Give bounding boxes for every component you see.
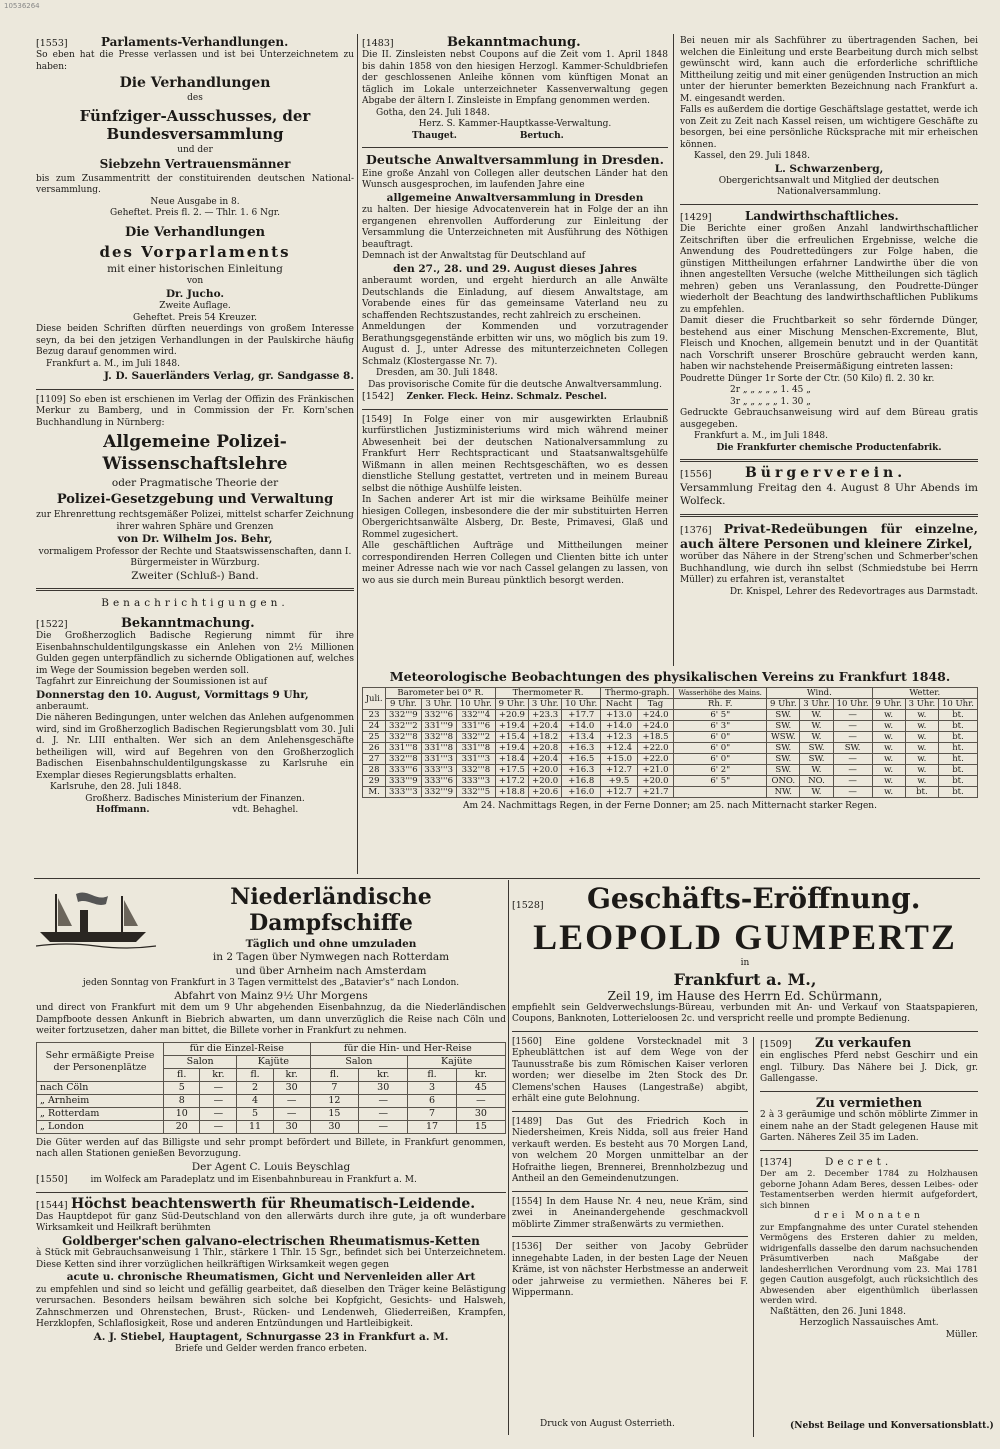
opening-title: Geschäfts-Eröffnung. [586, 882, 921, 915]
table-cell: bt. [905, 787, 938, 798]
lower-left-block [36, 882, 506, 1437]
supplement-note: (Nebst Beilage und Konversationsblatt.) [790, 1421, 994, 1431]
divider [680, 514, 978, 517]
destination-cell: „ Rotterdam [37, 1107, 164, 1120]
table-cell: 331'''6 [456, 721, 495, 732]
fare-table: Sehr ermäßigte Preise der Personenplätze für die Einzel-Reise für die Hin- und Her-Reise Salon Kajüte Salon Kajüte fl. kr. fl. kr. fl. kr. fl. kr. nach Cöln 5 — 2 30 7 30 3 45 „ Arnheim 8 — 4 — 12 — 6 — „ Rotterdam 10 — 5 — 15 — 7 30 „ London 20 — 11 30 30 — 17 15 [36, 1042, 506, 1134]
table-cell: SW. [767, 765, 800, 776]
fare-cell: 15 [310, 1107, 359, 1120]
lower-right-block [512, 882, 978, 1437]
table-cell: +17.5 [495, 765, 528, 776]
table-cell: +19.4 [495, 721, 528, 732]
currency-header: kr. [359, 1068, 408, 1081]
table-cell: 332'''8 [421, 732, 456, 743]
table-cell: W. [800, 732, 833, 743]
table-cell: w. [905, 743, 938, 754]
column-rule [673, 34, 674, 666]
table-cell: 333'''6 [386, 765, 421, 776]
table-row [363, 732, 978, 743]
table-cell [674, 787, 767, 798]
table-row [363, 787, 978, 798]
currency-header: kr. [200, 1068, 237, 1081]
weather-time-header: 3 Uhr. [905, 699, 938, 710]
table-cell: w. [905, 754, 938, 765]
ad-anwaltversammlung: Deutsche Anwaltversammlung in Dresden. Eine große Anzahl von Collegen aller deutschen Länder hat den Wunsch ausgesprochen, im laufenden Jahre eine allgemeine Anwaltversammlung in Dresden zu halten. Der hiesige Advocatenverein hat in Folge der an ihn ergangenen ehrenvollen Aufforderung zur Einleitung der Versammlung die Unterzeichneten mit Ausführung des Nöthigen beauftragt. Demnach ist der Anwaltstag für Deutschland auf den 27., 28. und 29. August dieses Jahres anberaumt worden, und ergeht hierdurch an alle Anwälte Deutschlands die Einladung, auf diesem Anwaltstage, am Vorabende eines für das gemeinsame Vaterland neu zu schaffenden Rechtszustandes, recht zahlreich zu erscheinen. Anmeldungen der Kommenden und vorzutragender Berathungsgegenstände erbitten wir uns, wo möglich bis zum 19. August d. J., unter Adresse des mitunterzeichneten Collegen Schmalz (Klostergasse Nr. 7). Dresden, am 30. Juli 1848. Das provisorische Comite für die deutsche Anwaltversammlung. [1542] Zenker. Fleck. Heinz. Schmalz. Peschel. [362, 152, 668, 403]
table-cell: 332'''6 [421, 710, 456, 721]
fare-cell: — [359, 1120, 408, 1133]
table-cell: W. [800, 710, 833, 721]
ad-dampfschiffe: Niederländische Dampfschiffe Täglich und ohne umzuladen in 2 Tagen über Nymwegen nach Rotterdam und über Arnheim nach Amsterdam jeden Sonntag von Frankfurt in 3 Tagen vermittelst des „Batavier's“ nach London. Abfahrt von Mainz 9½ Uhr Morgens und direct von Frankfurt mit dem um 9 Uhr abgehenden Eisenbahnzug, da die Niederländischen Dampfboote dessen Ankunft in Biebrich abwarten, um dann unverzüglich die Reise nach Cöln und weiter fortzusetzen, daher man bittet, die Billete vorher in Frankfurt zu nehmen. Sehr ermäßigte Preise der Personenplätze für die Einzel-Reise für die Hin- und Her-Reise Salon Kajüte Salon Kajüte fl. kr. fl. kr. fl. kr. fl. kr. nach Cöln 5 — 2 30 7 30 3 45 „ Arnheim 8 — 4 — 12 — 6 — „ Rotterdam 10 — 5 — 15 — 7 30 „ London 20 — 11 30 30 — 17 15 Die Güter werden auf das Billigste und sehr prompt befördert und Billete, in Frankfurt genommen, nach allen Stationen genießen Bevorzugung. Der Agent C. Louis Beyschlag [1550] im Wolfeck am Paradeplatz und im Eisenbahnbureau in Frankfurt a. M. [36, 884, 506, 1186]
ad-1560: [1560] Eine goldene Vorstecknadel mit 3 Epheublättchen ist auf dem Wege von der Taunusstraße bis zum Römischen Kaiser verloren worden; wer dieselbe im 2ten Stock des Dr. Clemens'schen Hauses (Langestraße) abgibt, erhält eine gute Belohnung. [512, 1036, 748, 1105]
baro-time-header: 9 Uhr. [386, 699, 421, 710]
table-cell: 29 [363, 776, 386, 787]
fare-cell: 7 [408, 1107, 457, 1120]
fare-cell: 12 [310, 1094, 359, 1107]
table-cell: +12.4 [601, 743, 638, 754]
table-cell: w. [905, 732, 938, 743]
table-cell: 332'''2 [456, 732, 495, 743]
table-cell: W. [800, 787, 833, 798]
table-cell: w. [872, 754, 905, 765]
fare-cell: 30 [273, 1081, 310, 1094]
table-cell: WSW. [767, 732, 800, 743]
table-cell: w. [872, 710, 905, 721]
table-cell: bt. [938, 721, 977, 732]
fare-cell: 5 [237, 1107, 273, 1120]
wind-time-header: 3 Uhr. [800, 699, 833, 710]
table-cell: w. [872, 765, 905, 776]
currency-header: fl. [408, 1068, 457, 1081]
table-cell: 333'''3 [456, 776, 495, 787]
table-cell: bt. [938, 732, 977, 743]
table-cell: +18.5 [637, 732, 673, 743]
table-cell: ht. [938, 743, 977, 754]
table-cell: 332'''2 [386, 721, 421, 732]
table-cell: +17.2 [495, 776, 528, 787]
table-cell: +13.0 [601, 710, 638, 721]
table-cell: w. [872, 721, 905, 732]
table-cell: +16.5 [562, 754, 601, 765]
ad-1528-geschaeftseroeffnung: [1528] Geschäfts-Eröffnung. LEOPOLD GUMPERTZ in Frankfurt a. M., Zeil 19, im Hause des Herrn Ed. Schürmann, empfiehlt sein Geldverwechslungs-Büreau, verbunden mit An- und Verkauf von Staatspapieren, Coupons, Banknoten, Lotterieloosen 2c. und verspricht reelle und prompte Bedienung. [512, 882, 978, 1025]
table-cell: 332'''9 [421, 787, 456, 798]
ad-1554: [1554] In dem Hause Nr. 4 neu, neue Kräm, sind zwei in Aneinandergehende geschmackvoll möblirte Zimmer straßenwärts zu vermiethen. [512, 1196, 748, 1230]
table-cell: +12.7 [601, 765, 638, 776]
table-row [363, 776, 978, 787]
table-cell: +12.7 [601, 787, 638, 798]
table-cell: 6' 3" [674, 721, 767, 732]
section-rule [34, 878, 980, 879]
table-cell: +22.0 [637, 754, 673, 765]
thermograph-header: Tag [637, 699, 673, 710]
ad-1549: [1549] In Folge einer von mir ausgewirkten Erlaubniß kurfürstlichen Justizministeriums wird mich während meiner Abwesenheit bei der deutschen Nationalversammlung zu Frankfurt Herr Rechtspracticant und Staatsanwaltsgehülfe Wißmann in allen meinen Rechtsgeschäften, wo es dessen dienstliche Stellung gestattet, vertreten und in meinem Bureau selbst die nöthige Aushülfe leisten. In Sachen anderer Art ist mir die wirksame Beihülfe meiner hiesigen Collegen, insbesondere die der mir substituirten Herren Obergerichtsanwälte Alsberg, Dr. Beste, Primavesi, Glaß und Rommel zugesichert. Alle geschäftlichen Aufträge und Mittheilungen meiner correspondirenden Herren Collegen und Clienten bitte ich unter meiner Adresse nach wie vor nach Cassel gelangen zu lassen, von wo aus sie durch mein Bureau pünktlich besorgt werden. [362, 414, 668, 586]
divider [680, 204, 978, 205]
table-cell: w. [872, 743, 905, 754]
table-cell: w. [905, 710, 938, 721]
table-title: Meteorologische Beobachtungen des physikalischen Vereins zu Frankfurt 1848. [389, 669, 951, 684]
table-cell: +21.0 [637, 765, 673, 776]
steamship-icon [36, 888, 156, 950]
table-cell: +20.0 [637, 776, 673, 787]
table-cell: SW. [833, 743, 872, 754]
table-cell: 6' 5" [674, 776, 767, 787]
ad-title: Parlaments-Verhandlungen. [100, 36, 289, 49]
baro-time-header: 3 Uhr. [421, 699, 456, 710]
table-cell: 25 [363, 732, 386, 743]
table-cell: 331'''8 [386, 743, 421, 754]
table-cell: +18.4 [495, 754, 528, 765]
table-cell: 333'''3 [421, 765, 456, 776]
table-cell: +20.8 [529, 743, 562, 754]
table-cell: w. [872, 776, 905, 787]
table-cell: +15.0 [601, 754, 638, 765]
table-cell: +9.5 [601, 776, 638, 787]
table-cell: +15.4 [495, 732, 528, 743]
thermo-time-header: 9 Uhr. [495, 699, 528, 710]
table-cell: +18.2 [529, 732, 562, 743]
table-cell: +20.4 [529, 754, 562, 765]
table-cell: 331'''8 [456, 743, 495, 754]
table-cell: — [833, 765, 872, 776]
fare-cell: 6 [408, 1094, 457, 1107]
table-row [37, 1120, 506, 1133]
table-cell: +20.9 [495, 710, 528, 721]
table-cell: +14.0 [601, 721, 638, 732]
fare-cell: — [200, 1120, 237, 1133]
table-cell: SW. [800, 754, 833, 765]
table-cell: +16.0 [562, 787, 601, 798]
table-cell: 24 [363, 721, 386, 732]
divider [362, 147, 668, 148]
fare-cell: — [200, 1081, 237, 1094]
table-cell: +17.7 [562, 710, 601, 721]
table-cell: +21.7 [637, 787, 673, 798]
ad-1109: [1109] So eben ist erschienen im Verlag der Offizin des Fränkischen Merkur zu Bamberg, und in Commission der Fr. Korn'schen Buchhandlung in Nürnberg: Allgemeine Polizei-Wissenschaftslehre oder Pragmatische Theorie der Polizei-Gesetzgebung und Verwaltung zur Ehrenrettung rechtsgemäßer Polizei, mittelst scharfer Zeichnung ihrer wahren Sphäre und Grenzen von Dr. Wilhelm Jos. Behr, vormaligem Professor der Rechte und Staatswissenschaften, dann I. Bürgermeister in Würzburg. Zweiter (Schluß-) Band. [36, 394, 354, 582]
thermo-time-header: 10 Uhr. [562, 699, 601, 710]
small-ads-left [512, 1037, 748, 1300]
fare-cell: 10 [164, 1107, 200, 1120]
table-cell: +18.8 [495, 787, 528, 798]
table-cell: SW. [767, 743, 800, 754]
destination-cell: nach Cöln [37, 1081, 164, 1094]
fare-cell: 15 [456, 1120, 505, 1133]
thermo-time-header: 3 Uhr. [529, 699, 562, 710]
table-cell: — [833, 787, 872, 798]
table-cell: 332'''8 [386, 732, 421, 743]
table-cell: +24.0 [637, 721, 673, 732]
divider [362, 409, 668, 410]
table-row [363, 754, 978, 765]
table-cell: SW. [767, 710, 800, 721]
table-cell: 332'''4 [456, 710, 495, 721]
table-note: Am 24. Nachmittags Regen, in der Ferne Donner; am 25. nach Mitternacht starker Regen. [463, 801, 877, 812]
table-cell: 6' 2" [674, 765, 767, 776]
table-cell: — [833, 732, 872, 743]
currency-header: fl. [164, 1068, 200, 1081]
table-cell: bt. [938, 765, 977, 776]
table-row [363, 765, 978, 776]
destination-cell: „ London [37, 1120, 164, 1133]
table-cell: ONO. [767, 776, 800, 787]
table-cell: 6' 0" [674, 732, 767, 743]
fare-cell: 5 [164, 1081, 200, 1094]
firm-name: LEOPOLD GUMPERTZ [533, 917, 957, 957]
archive-stamp: 10536264 [4, 2, 40, 10]
ad-1536: [1536] Der seither von Jacoby Gebrüder innegehabte Laden, in der besten Lage der Neuen Kräme, ist von nächster Herbstmesse an anderweit oder jahrweise zu vermiethen. Näheres bei F. Wippermann. [512, 1242, 748, 1299]
column-rule [357, 34, 358, 874]
table-cell: — [833, 710, 872, 721]
table-cell: bt. [938, 776, 977, 787]
table-cell: +22.0 [637, 743, 673, 754]
currency-header: fl. [310, 1068, 359, 1081]
table-cell: 331'''3 [456, 754, 495, 765]
fare-cell: — [200, 1094, 237, 1107]
table-cell: +20.4 [529, 721, 562, 732]
currency-header: fl. [237, 1068, 273, 1081]
table-cell: W. [800, 721, 833, 732]
table-cell: ht. [938, 754, 977, 765]
fare-cell: 3 [408, 1081, 457, 1094]
table-row [363, 710, 978, 721]
table-cell: — [833, 776, 872, 787]
table-cell: — [833, 754, 872, 765]
table-row [363, 743, 978, 754]
table-cell: 6' 0" [674, 743, 767, 754]
table-cell: +20.6 [529, 787, 562, 798]
fare-cell: — [273, 1094, 310, 1107]
fare-cell: 11 [237, 1120, 273, 1133]
table-cell: 332'''8 [386, 754, 421, 765]
table-cell: 27 [363, 754, 386, 765]
fare-cell: 20 [164, 1120, 200, 1133]
meteorological-table-block [362, 668, 978, 878]
column-rule [508, 880, 509, 1435]
table-cell: w. [872, 787, 905, 798]
table-cell: +20.0 [529, 765, 562, 776]
table-cell: 331'''9 [421, 721, 456, 732]
table-cell: +23.3 [529, 710, 562, 721]
table-cell: 332'''5 [456, 787, 495, 798]
table-cell: +13.4 [562, 732, 601, 743]
ad-1376: [1376] Privat-Redeübungen für einzelne, auch ältere Personen und kleinere Zirkel, worüber das Nähere in der Streng'schen und Schmerber'schen Buchhandlung, wie durch ihn selbst (Schmiedstube bei Herrn Müller) zu erfahren ist, veranstaltet Dr. Knispel, Lehrer des Redevortrages aus Darmstadt. [680, 520, 978, 597]
table-cell: NW. [767, 787, 800, 798]
thermograph-header: Nacht [601, 699, 638, 710]
fare-cell: 30 [456, 1107, 505, 1120]
table-cell: 6' 5" [674, 710, 767, 721]
ad-schwarzenberg: Bei neuen mir als Sachführer zu übertragenden Sachen, bei welchen die Einleitung und erste Bearbeitung durch mich selbst gewünscht wird, kann auch die erforderliche schriftliche Mittheilung zeitig und mit einer genügenden Instruction an mich unter der hierunter bemerkten Bezeichnung nach Frankfurt a. M. eingesandt werden. Falls es außerdem die dortige Geschäftslage gestattet, werde ich von Zeit zu Zeit nach Kassel reisen, um wichtigere Geschäfte zu besorgen, bei eine persönliche Rücksprache mit mir erheischen können. Kassel, den 29. Juli 1848. L. Schwarzenberg, Obergerichtsanwalt und Mitglied der deutschen Nationalversammlung. [680, 36, 978, 198]
ad-1429: [1429] Landwirthschaftliches. Die Berichte einer großen Anzahl landwirthschaftlicher Zeitschriften über die erfreulichen Ergebnisse, welche die Anwendung des Poudrettedüngers zur Folge haben, die günstigen Mittheilungen erfahrner Landwirthe über die von ihnen angestellten Versuche (welche Mittheilungen sich täglich mehren) geben uns Veranlassung, den Poudrette-Dünger wiederholt der Beachtung des landwirthschaftlichen Publikums zu empfehlen. Damit dieser die Fruchtbarkeit so sehr fördernde Dünger, bestehend aus einer Mischung Menschen-Excremente, Blut, Fleisch und Knochen, allgemein benutzt und in der Quantität nach Vorschrift unserer Broschüre gebraucht werden kann, haben wir nachstehende Preisermäßigung eintreten lassen: Poudrette Dünger 1r Sorte der Ctr. (50 Kilo) fl. 2. 30 kr. 2r „ „ „ „ „ 1. 45 „ 3r „ „ „ „ „ 1. 30 „ Gedruckte Gebrauchsanweisung wird auf dem Büreau gratis ausgegeben. Frankfurt a. M., im Juli 1848. Die Frankfurter chemische Productenfabrik. [680, 208, 978, 453]
table-cell: w. [905, 776, 938, 787]
fare-cell: 2 [237, 1081, 273, 1094]
fare-cell: 8 [164, 1094, 200, 1107]
weather-time-header: 9 Uhr. [872, 699, 905, 710]
table-cell: +14.0 [562, 721, 601, 732]
printer-credit: Druck von August Osterrieth. [540, 1419, 675, 1429]
table-cell: +12.3 [601, 732, 638, 743]
table-cell: 333'''9 [386, 776, 421, 787]
fare-cell: 4 [237, 1094, 273, 1107]
fare-cell: 30 [310, 1120, 359, 1133]
table-cell: +20.0 [529, 776, 562, 787]
table-cell: +16.3 [562, 765, 601, 776]
currency-header: kr. [273, 1068, 310, 1081]
table-cell: +24.0 [637, 710, 673, 721]
fare-cell: — [359, 1107, 408, 1120]
fare-cell: 30 [359, 1081, 408, 1094]
weather-time-header: 10 Uhr. [938, 699, 977, 710]
ad-1553: [1553] Parlaments-Verhandlungen. So eben hat die Presse verlassen und ist bei Unterzeichnetem zu haben: Die Verhandlungen des Fünfziger-Ausschusses, der Bundesversammlung und der Siebzehn Vertrauensmänner bis zum Zusammentritt der constituirenden deutschen National-versammlung. Neue Ausgabe in 8. Geheftet. Preis fl. 2. — Thlr. 1. 6 Ngr. Die Verhandlungen des Vorparlaments mit einer historischen Einleitung von Dr. Jucho. Zweite Auflage. Geheftet. Preis 54 Kreuzer. Diese beiden Schriften dürften neuerdings von großem Interesse seyn, da bei den jetzigen Verhandlungen in der Paulskirche häufig Bezug darauf genommen wird. Frankfurt a. M., im Juli 1848. J. D. Sauerländers Verlag, gr. Sandgasse 8. [36, 36, 354, 383]
currency-header: kr. [456, 1068, 505, 1081]
fare-cell: 30 [273, 1120, 310, 1133]
table-cell: SW. [800, 743, 833, 754]
divider [680, 459, 978, 462]
table-cell: +16.8 [562, 776, 601, 787]
table-cell: +16.3 [562, 743, 601, 754]
table-cell: SW. [767, 754, 800, 765]
water-level-header: Rh. F. [674, 699, 767, 710]
table-cell: NO. [800, 776, 833, 787]
fare-cell: 17 [408, 1120, 457, 1133]
table-cell: 333'''3 [386, 787, 421, 798]
table-row [37, 1107, 506, 1120]
table-cell: 332'''8 [456, 765, 495, 776]
table-cell: 333'''6 [421, 776, 456, 787]
column-1 [36, 36, 354, 874]
fare-cell: — [273, 1107, 310, 1120]
table-cell: 23 [363, 710, 386, 721]
table-row [363, 721, 978, 732]
divider [36, 588, 354, 591]
dampf-title: Niederländische Dampfschiffe [230, 884, 432, 936]
table-cell: SW. [767, 721, 800, 732]
table-cell: 332'''9 [386, 710, 421, 721]
table-cell: W. [800, 765, 833, 776]
ad-1489: [1489] Das Gut des Friedrich Koch in Niedersheimen, Kreis Nidda, soll aus freier Hand verkauft werden. Es besteht aus 70 Morgen Land, von welchem 20 Morgen unmittelbar an der Hofraithe liegen, Brennerei, Brennholzbezug und Antheil an den Gemeindenutzungen. [512, 1116, 748, 1185]
table-cell: 26 [363, 743, 386, 754]
ad-1556: [1556] Bürgerverein. Versammlung Freitag den 4. August 8 Uhr Abends im Wolfeck. [680, 465, 978, 508]
wind-time-header: 10 Uhr. [833, 699, 872, 710]
divider [512, 1031, 978, 1032]
small-ads-right: [1509] Zu verkaufen ein englisches Pferd nebst Geschirr und ein engl. Tilbury. Das Nähere bei J. Dick, gr. Gallengasse. Zu vermiethen 2 à 3 geräumige und schön möblirte Zimmer in einem nahe an der Stadt gelegenen Hause mit Garten. Näheres Zeil 35 im Laden. [1374] Decret. Der am 2. December 1784 zu Holzhausen geborne Johann Adam Beres, dessen Leibes- oder Testamentserben werden hiermit aufgefordert, sich binnen drei Monaten zur Empfangnahme des unter Curatel stehenden Vermögens des Ersteren dahier zu melden, widrigenfalls dasselbe den darum nachsuchenden Präsumtiverben nach Maßgabe der landesherrlichen Verordnung vom 23. Mai 1781 gegen Caution ausgefolgt, auch rücksichtlich des Abwesenden aber eigenthümlich überlassen werden wird. Naßtätten, den 26. Juni 1848. Herzoglich Nassauisches Amt. Müller. [760, 1035, 978, 1340]
fare-cell: 7 [310, 1081, 359, 1094]
divider [36, 1192, 506, 1193]
fare-cell: — [200, 1107, 237, 1120]
destination-cell: „ Arnheim [37, 1094, 164, 1107]
table-row [37, 1094, 506, 1107]
table-cell: 6' 0" [674, 754, 767, 765]
ad-1522: [1522] Bekanntmachung. Die Großherzoglich Badische Regierung nimmt für ihre Eisenbahnschuldentilgungskasse ein Anlehen von 2½ Millionen Gulden gegen unterpfändlich zu sichernde Obligationen auf, welches im Wege der Soumission begeben werden soll. Tagfahrt zur Einreichung der Soumissionen ist auf Donnerstag den 10. August, Vormittags 9 Uhr, anberaumt. Die näheren Bedingungen, unter welchen das Anlehen aufgenommen wird, sind im Großherzoglich Badischen Regierungsblatt vom 30. Juli d. J. Nr. LIII enthalten. Wer sich an dem Anlehensgeschäfte betheiligen will, wird auf Begehren von den Großherzoglich Badischen Eisenbahnschuldentilgungskasse zu Karlsruhe ein Exemplar dieses Regierungsblatts erhalten. Karlsruhe, den 28. Juli 1848. Großherz. Badisches Ministerium der Finanzen. Hoffmann. vdt. Behaghel. [36, 615, 354, 816]
fare-cell: — [359, 1094, 408, 1107]
ad-1483: [1483] Bekanntmachung. Die II. Zinsleisten nebst Coupons auf die Zeit vom 1. April 1848 bis dahin 1858 von den hiesigen Herzogl. Kammer-Schuldbriefen der geschlossenen Anleihe können vom künftigen Monat an täglich im Lokale unterzeichneter Kassenverwaltung gegen Abgabe der ältern I. Zinsleiste in Empfang genommen werden. Gotha, den 24. Juli 1848. Herz. S. Kammer-Hauptkasse-Verwaltung. Thauget. Bertuch. [362, 36, 668, 141]
fare-cell: 45 [456, 1081, 505, 1094]
wind-time-header: 9 Uhr. [767, 699, 800, 710]
table-cell: w. [905, 721, 938, 732]
table-cell: 331'''3 [421, 754, 456, 765]
table-cell: w. [905, 765, 938, 776]
table-cell: bt. [938, 787, 977, 798]
column-2 [362, 36, 668, 664]
meteorological-table: Juli. Barometer bei 0° R. Thermometer R. Thermo-graph. Wasserhöhe des Mains. Wind. Wetter. 9 Uhr. 3 Uhr. 10 Uhr. 9 Uhr. 3 Uhr. 10 Uhr. Nacht Tag Rh. F. 9 Uhr. 3 Uhr. 10 Uhr. 9 Uhr. 3 Uhr. 10 Uhr. 23 332'''9 332'''6 332'''4 +20.9 +23.3 +17.7 +13.0 +24.0 6' 5" SW. W. — w. w. bt. 24 332'''2 331'''9 331'''6 +19.4 +20.4 +14.0 +14.0 +24.0 6' 3" SW. W. — w. w. bt. 25 332'''8 332'''8 332'''2 +15.4 +18.2 +13.4 +12.3 +18.5 6' 0" WSW. W. — w. w. bt. 26 331'''8 331'''8 331'''8 +19.4 +20.8 +16.3 +12.4 +22.0 6' 0" SW. SW. SW. w. w. ht. 27 332'''8 331'''3 331'''3 +18.4 +20.4 +16.5 +15.0 +22.0 6' 0" SW. SW. — w. w. ht. 28 333'''6 333'''3 332'''8 +17.5 +20.0 +16.3 +12.7 +21.0 6' 2" SW. W. — w. w. bt. 29 333'''9 333'''6 333'''3 +17.2 +20.0 +16.8 +9.5 +20.0 6' 5" ONO. NO. — w. w. bt. M. 333'''3 332'''9 332'''5 +18.8 +20.6 +16.0 +12.7 +21.7 NW. W. — w. bt. bt. [362, 687, 978, 798]
table-cell: bt. [938, 710, 977, 721]
table-cell: — [833, 721, 872, 732]
divider [36, 389, 354, 390]
table-cell: M. [363, 787, 386, 798]
table-cell: +19.4 [495, 743, 528, 754]
ad-1544: [1544] Höchst beachtenswerth für Rheumatisch-Leidende. Das Hauptdepot für ganz Süd-Deutschland von den allerwärts durch ihre gute, ja oft wunderbare Wirksamkeit und Heilkraft berühmten Goldberger'schen galvano-electrischen Rheumatismus-Ketten à Stück mit Gebrauchsanweisung 1 Thlr., stärkere 1 Thlr. 15 Sgr., befindet sich bei Unterzeichnetem. Diese Ketten sind ihrer vorzüglichen heilkräftigen Wirksamkeit wegen gegen acute u. chronische Rheumatismen, Gicht und Nervenleiden aller Art zu empfehlen und sind so leicht und gefällig gearbeitet, daß dieselben den Träger keine Belästigung verursachen. Besonders heilsam bewähren sich solche bei Kopfgicht, Gesichts- und Halsweh, Zahnschmerzen und Ohrenstechen, Brust-, Rücken- und Lendenweh, Gliederreißen, Krampfen, Herzklopfen, Schlaflosigkeit, Rose und anderen Entzündungen und Hartleibigkeit. A. J. Stiebel, Hauptagent, Schnurgasse 23 in Frankfurt a. M. Briefe und Gelder werden franco erbeten. [36, 1195, 506, 1355]
table-row [37, 1081, 506, 1094]
table-cell: 331'''8 [421, 743, 456, 754]
section-heading: Benachrichtigungen. [101, 597, 289, 610]
fare-cell: — [456, 1094, 505, 1107]
baro-time-header: 10 Uhr. [456, 699, 495, 710]
table-cell: w. [872, 732, 905, 743]
table-cell: 28 [363, 765, 386, 776]
